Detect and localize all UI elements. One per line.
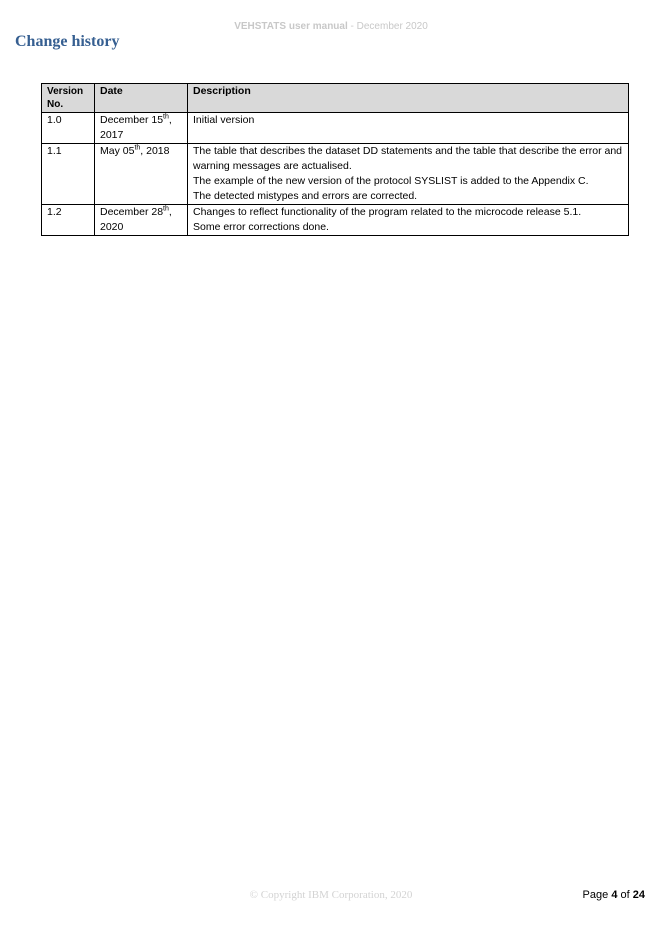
description-cell (188, 144, 629, 205)
date-ordinal-suffix: th (134, 144, 141, 152)
section-title: Change history (15, 33, 120, 50)
description-line: Initial version (193, 114, 255, 126)
header-date: December 2020 (356, 21, 428, 32)
date-ordinal-suffix: th (163, 205, 169, 213)
description-cell (188, 113, 629, 144)
date-text: December 15 (100, 114, 164, 126)
date-year: , 2017 (100, 114, 172, 141)
date-year: , 2018 (140, 145, 170, 157)
table-body (42, 113, 629, 236)
description-line: The detected mistypes and errors are corrected. (193, 190, 418, 202)
table-row (42, 144, 629, 205)
column-header-date: Date (95, 84, 188, 113)
description-line: Changes to reflect functionality of the program related to the microcode release 5.1. (193, 206, 582, 218)
page-current: 4 (611, 889, 618, 901)
date-text: December 28 (100, 206, 164, 218)
date-cell (95, 113, 188, 144)
date-cell (95, 144, 188, 205)
version-cell: 1.1 (42, 144, 95, 205)
table-row (42, 113, 629, 144)
header-title: VEHSTATS user manual (234, 21, 348, 32)
description-line: The example of the new version of the protocol SYSLIST is added to the Appendix C. (193, 175, 589, 187)
description-line: The table that describes the dataset DD statements and the table that describe the error and warning messages are actualised. (193, 145, 623, 172)
version-cell: 1.2 (42, 205, 95, 236)
column-header-description: Description (188, 84, 629, 113)
footer-copyright: © Copyright IBM Corporation, 2020 (249, 889, 413, 901)
change-history-table (41, 83, 629, 236)
table-row (42, 205, 629, 236)
running-header (0, 21, 662, 32)
version-cell: 1.0 (42, 113, 95, 144)
date-year: , 2020 (100, 206, 172, 233)
page-label: Page (582, 889, 609, 901)
page-of-label: of (620, 889, 630, 901)
page-number (583, 889, 645, 901)
date-ordinal-suffix: th (163, 113, 169, 121)
header-separator: - (347, 21, 357, 32)
description-cell (188, 205, 629, 236)
description-line: Some error corrections done. (193, 221, 329, 233)
date-cell (95, 205, 188, 236)
date-text: May 05 (100, 145, 135, 157)
page-total: 24 (632, 889, 645, 901)
column-header-version: Version No. (42, 84, 95, 113)
table-header-row (42, 84, 629, 113)
